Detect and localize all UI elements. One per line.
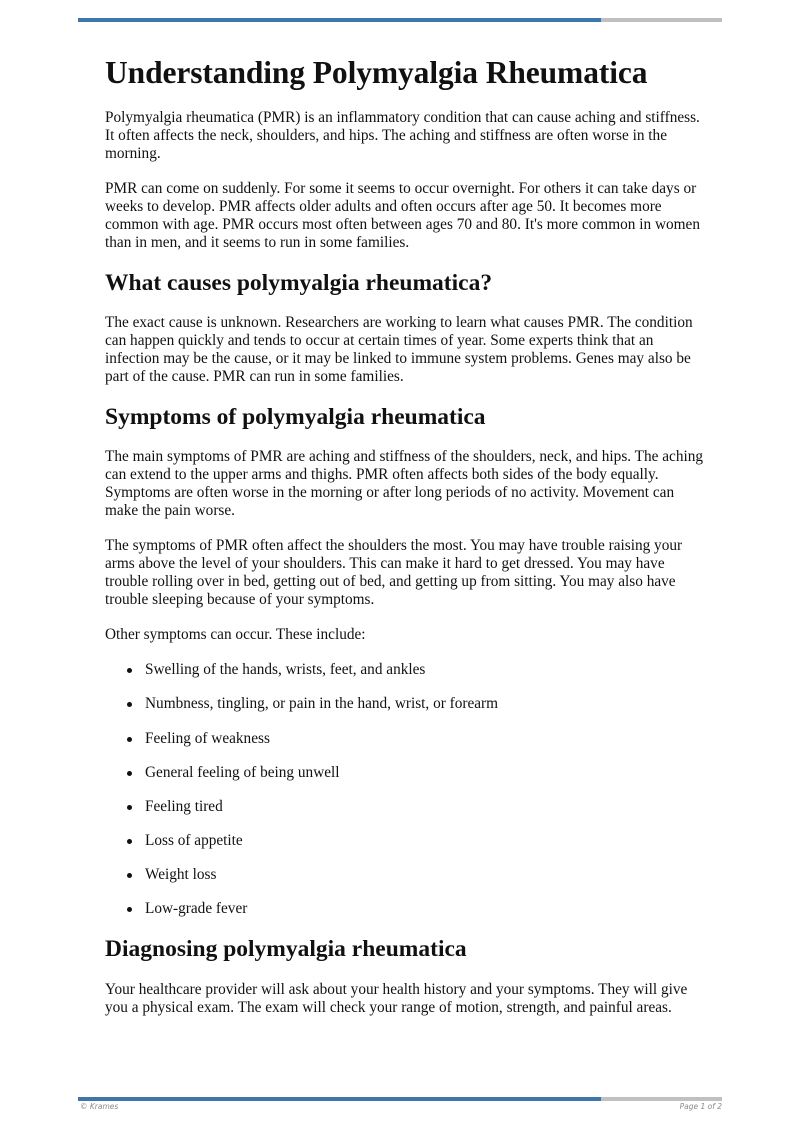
bullet-icon — [127, 702, 132, 707]
bullet-icon — [127, 907, 132, 912]
footer-bar-accent — [78, 1097, 601, 1101]
bullet-icon — [127, 805, 132, 810]
bullet-icon — [127, 737, 132, 742]
list-item-text: Numbness, tingling, or pain in the hand, wrist, or forearm — [145, 695, 499, 713]
page-title: Understanding Polymyalgia Rheumatica — [105, 55, 648, 90]
list-item-text: Loss of appetite — [145, 832, 243, 850]
symptoms-paragraph: The main symptoms of PMR are aching and stiffness of the shoulders, neck, and hips. The aching can extend to the upper arms and thighs. PMR often affects both sides of the body equally. Symptoms are often worse in the morning or after long periods of no activity. Movement can make the pain worse. — [105, 448, 704, 520]
other-symptoms-list — [105, 661, 705, 918]
symptoms-paragraph: The symptoms of PMR often affect the shoulders the most. You may have trouble raising your arms above the level of your shoulders. This can make it hard to get dressed. You may have trouble rolling over in bed, getting out of bed, and getting up from sitting. You may also have trouble sleeping because of your symptoms. — [105, 537, 683, 609]
section-heading-causes: What causes polymyalgia rheumatica? — [105, 269, 493, 296]
bullet-icon — [127, 668, 132, 673]
list-item — [145, 695, 705, 713]
header-bar-accent — [78, 18, 601, 22]
header-divider-bar — [78, 18, 722, 22]
section-heading-diagnosing: Diagnosing polymyalgia rheumatica — [105, 936, 467, 963]
bullet-icon — [127, 873, 132, 878]
list-item — [145, 764, 705, 782]
causes-paragraph: The exact cause is unknown. Researchers are working to learn what causes PMR. The condition can happen quickly and tends to occur at certain times of year. Some experts think that an infection may be the cause, or it may be linked to immune system problems. Genes may also be part of the cause. PMR can run in some families. — [105, 313, 693, 385]
list-item-text: Weight loss — [145, 866, 217, 884]
list-item-text: Low-grade fever — [145, 900, 248, 918]
footer-bar-remainder — [601, 1097, 722, 1101]
intro-paragraph: Polymyalgia rheumatica (PMR) is an inflammatory condition that can cause aching and stiffness. It often affects the neck, shoulders, and hips. The aching and stiffness are often worse in the morning. — [105, 108, 700, 162]
bullet-icon — [127, 839, 132, 844]
footer-page-number: Page 1 of 2 — [679, 1102, 722, 1111]
footer-divider-bar — [78, 1097, 722, 1101]
diagnosing-paragraph: Your healthcare provider will ask about your health history and your symptoms. They will give you a physical exam. The exam will check your range of motion, strength, and painful areas. — [105, 980, 688, 1016]
document-body — [105, 54, 705, 1034]
bullet-icon — [127, 771, 132, 776]
list-item-text: Feeling of weakness — [145, 729, 270, 747]
list-item — [145, 832, 705, 850]
footer-copyright: © Krames — [80, 1102, 119, 1111]
list-item — [145, 730, 705, 748]
list-item — [145, 900, 705, 918]
list-item-text: General feeling of being unwell — [145, 763, 340, 781]
list-item — [145, 798, 705, 816]
intro-paragraph: PMR can come on suddenly. For some it seems to occur overnight. For others it can take days or weeks to develop. PMR affects older adults and often occurs after age 50. It becomes more common with age. PMR occurs most often between ages 70 and 80. It's more common in women than in men, and it seems to run in some families. — [105, 179, 700, 251]
symptoms-list-intro: Other symptoms can occur. These include: — [105, 626, 366, 644]
list-item-text: Feeling tired — [145, 797, 223, 815]
list-item — [145, 866, 705, 884]
list-item — [145, 661, 705, 679]
list-item-text: Swelling of the hands, wrists, feet, and ankles — [145, 661, 426, 679]
section-heading-symptoms: Symptoms of polymyalgia rheumatica — [105, 403, 486, 430]
header-bar-remainder — [601, 18, 722, 22]
